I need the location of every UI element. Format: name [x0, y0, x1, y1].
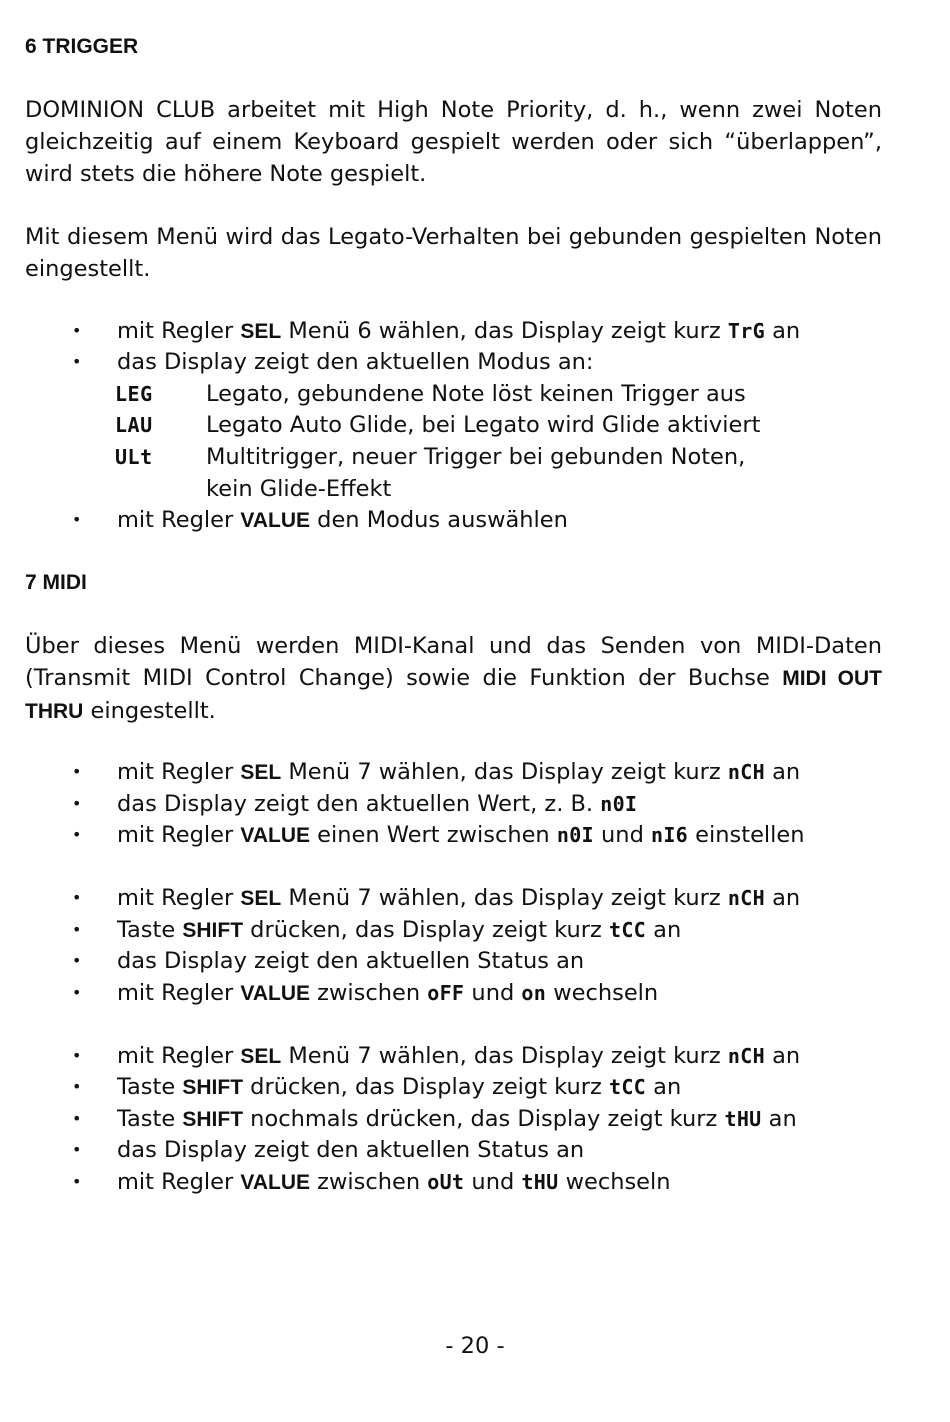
list-item: • Taste SHIFT drücken, das Display zeigt kurz tCC an	[25, 914, 882, 946]
bullet-icon: •	[72, 1077, 82, 1096]
mode-row-ult: ULt Multitrigger, neuer Trigger bei gebunden Noten,	[25, 441, 882, 473]
control-label: SHIFT	[182, 1076, 244, 1099]
display-code: nCH	[727, 760, 765, 784]
section-heading-trigger: 6 TRIGGER	[25, 35, 139, 58]
paragraph-high-note-priority: DOMINION CLUB arbeitet mit High Note Priority, d. h., wenn zwei Noten gleichzeitig auf einem Keyboard gespielt werden oder sich “überlappen”, wird stets die höhere Note gespielt.	[25, 97, 882, 187]
control-label: SHIFT	[182, 919, 244, 942]
list-item: • das Display zeigt den aktuellen Wert, z. B. n0I	[25, 788, 882, 820]
list-item: • Taste SHIFT drücken, das Display zeigt kurz tCC an	[25, 1071, 882, 1103]
control-label: SEL	[240, 1045, 282, 1068]
control-label: SEL	[240, 320, 282, 343]
control-label: SEL	[240, 887, 282, 910]
mode-row-leg: LEG Legato, gebundene Note löst keinen Trigger aus	[25, 378, 882, 410]
bullet-icon: •	[72, 1109, 82, 1128]
control-label: SEL	[240, 761, 282, 784]
control-label: VALUE	[240, 1171, 311, 1194]
bullet-icon: •	[72, 920, 82, 939]
jack-label: MIDI OUT THRU	[25, 667, 882, 723]
list-item: • mit Regler SEL Menü 7 wählen, das Display zeigt kurz nCH an	[25, 882, 882, 914]
control-label: VALUE	[240, 509, 311, 532]
paragraph-midi-intro: Über dieses Menü werden MIDI-Kanal und das Senden von MIDI-Daten (Transmit MIDI Control Change) sowie die Funktion der Buchse MIDI OUT THRU eingestellt.	[25, 633, 882, 724]
display-code: on	[521, 981, 547, 1005]
bullet-icon: •	[72, 352, 82, 371]
bullet-icon: •	[72, 794, 82, 813]
mode-row-lau: LAU Legato Auto Glide, bei Legato wird Glide aktiviert	[25, 409, 882, 441]
control-label: VALUE	[240, 824, 311, 847]
display-code: tHU	[521, 1170, 559, 1194]
list-item: • mit Regler SEL Menü 6 wählen, das Display zeigt kurz TrG an	[25, 315, 882, 347]
display-code: n0I	[600, 792, 638, 816]
bullet-icon: •	[72, 321, 82, 340]
display-code: LAU	[115, 413, 153, 437]
display-code: nI6	[651, 823, 689, 847]
list-item: • das Display zeigt den aktuellen Status an	[25, 1134, 882, 1166]
paragraph-legato-intro: Mit diesem Menü wird das Legato-Verhalten bei gebunden gespielten Noten eingestellt.	[25, 224, 882, 282]
control-label: VALUE	[240, 982, 311, 1005]
list-item: • mit Regler SEL Menü 7 wählen, das Display zeigt kurz nCH an	[25, 756, 882, 788]
display-code: nCH	[727, 1044, 765, 1068]
list-item: • das Display zeigt den aktuellen Status an	[25, 945, 882, 977]
list-item: • mit Regler VALUE zwischen oFF und on wechseln	[25, 977, 882, 1009]
display-code: LEG	[115, 382, 153, 406]
display-code: oFF	[427, 981, 465, 1005]
bullet-icon: •	[72, 1140, 82, 1159]
bullet-icon: •	[72, 888, 82, 907]
bullet-icon: •	[72, 1172, 82, 1191]
list-item: • mit Regler VALUE einen Wert zwischen n0I und nI6 einstellen	[25, 819, 882, 851]
display-code: tHU	[724, 1107, 762, 1131]
display-code: n0I	[556, 823, 594, 847]
bullet-icon: •	[72, 1046, 82, 1065]
list-item: • mit Regler VALUE zwischen oUt und tHU wechseln	[25, 1166, 882, 1198]
display-code: tCC	[609, 1075, 647, 1099]
display-code: ULt	[115, 445, 153, 469]
display-code: nCH	[727, 886, 765, 910]
bullet-icon: •	[72, 983, 82, 1002]
bullet-icon: •	[72, 762, 82, 781]
display-code: tCC	[609, 918, 647, 942]
list-item: • Taste SHIFT nochmals drücken, das Display zeigt kurz tHU an	[25, 1103, 882, 1135]
display-code: TrG	[727, 319, 765, 343]
list-item: • mit Regler VALUE den Modus auswählen	[25, 504, 882, 536]
section-heading-midi: 7 MIDI	[25, 571, 87, 594]
list-item: • mit Regler SEL Menü 7 wählen, das Display zeigt kurz nCH an	[25, 1040, 882, 1072]
page-number: - 20 -	[445, 1333, 505, 1359]
list-item: • das Display zeigt den aktuellen Modus an:	[25, 346, 882, 378]
bullet-icon: •	[72, 951, 82, 970]
bullet-icon: •	[72, 510, 82, 529]
bullet-icon: •	[72, 825, 82, 844]
mode-row-ult-cont: kein Glide-Effekt	[206, 476, 392, 502]
control-label: SHIFT	[182, 1108, 244, 1131]
display-code: oUt	[427, 1170, 465, 1194]
